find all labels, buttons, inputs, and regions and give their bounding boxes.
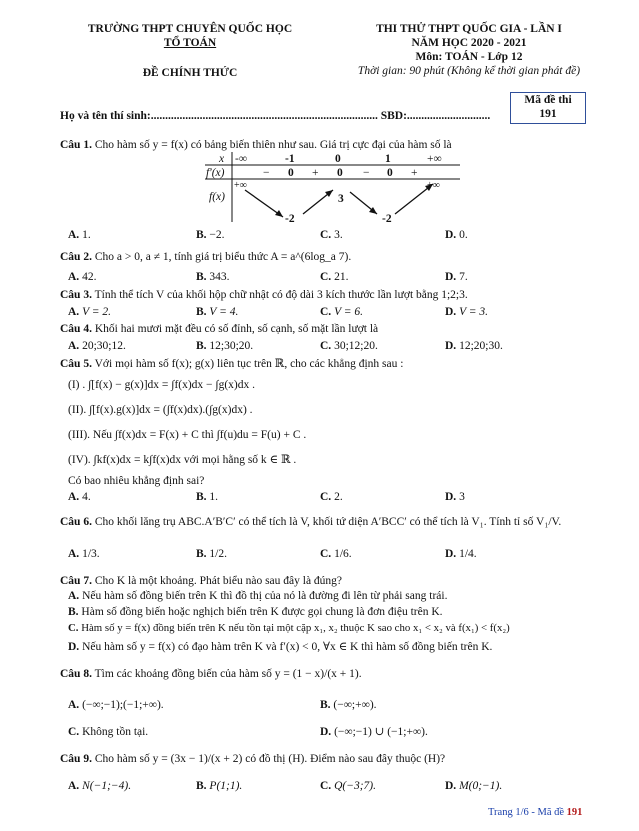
q4-option-d[interactable]: D. 12;20;30. <box>445 340 503 352</box>
question-ask: Có bao nhiêu khẳng định sai? <box>68 475 205 487</box>
x-value: -∞ <box>235 153 248 165</box>
question-9 <box>60 752 445 766</box>
variation-table <box>205 152 460 224</box>
q9-option-c[interactable]: C. Q(−3;7). <box>320 780 376 792</box>
department: TỔ TOÁN <box>163 37 217 49</box>
question-7 <box>60 574 342 588</box>
x-value: -1 <box>285 153 295 165</box>
subject: Môn: TOÁN - Lớp 12 <box>415 51 523 63</box>
q5-option-d[interactable]: D. 3 <box>445 491 465 503</box>
q2-option-b[interactable]: B. 343. <box>196 271 230 283</box>
question-text: Cho khối lăng trụ ABC.A′B′C′ có thể tích là V, khối tứ diện A′BCC′ có thể tích là V₁. Tính tỉ số V₁/V. <box>94 516 562 528</box>
question-3 <box>60 288 468 302</box>
question-text: Cho a > 0, a ≠ 1, tính giá trị biểu thức A = a^(6log_a 7). <box>94 251 352 263</box>
x-value: 0 <box>335 153 341 165</box>
q5-option-c[interactable]: C. 2. <box>320 491 343 503</box>
question-label: Câu 7. <box>60 575 92 587</box>
q8-option-b[interactable]: B. (−∞;+∞). <box>320 699 377 711</box>
question-5 <box>60 357 403 371</box>
derivative-sign: 0 <box>288 167 294 179</box>
exam-time: Thời gian: 90 phút (Không kể thời gian phát đề) <box>357 65 581 77</box>
exam-code-box <box>510 92 586 124</box>
question-label: Câu 3. <box>60 289 92 301</box>
statement-1: (I) . ∫[f(x) − g(x)]dx = ∫f(x)dx − ∫g(x)dx . <box>68 379 255 391</box>
question-4 <box>60 322 378 336</box>
function-label: f(x) <box>209 191 225 203</box>
exam-title: THI THỬ THPT QUỐC GIA - LẦN I <box>376 23 562 35</box>
question-label: Câu 5. <box>60 358 92 370</box>
question-text: Với mọi hàm số f(x); g(x) liên tục trên ℝ, cho các khẳng định sau : <box>94 358 404 370</box>
derivative-label: f′(x) <box>206 167 225 179</box>
q7-option-b[interactable]: B. Hàm số đồng biến hoặc nghịch biến trên K được gọi chung là đơn điệu trên K. <box>68 606 443 618</box>
q8-option-a[interactable]: A. (−∞;−1);(−1;+∞). <box>68 699 164 711</box>
question-text: Cho hàm số y = (3x − 1)/(x + 2) có đồ thị (H). Điểm nào sau đây thuộc (H)? <box>94 753 446 765</box>
function-value: +∞ <box>234 180 247 191</box>
q2-option-d[interactable]: D. 7. <box>445 271 468 283</box>
question-8 <box>60 667 362 681</box>
statement-2: (II). ∫[f(x).g(x)]dx = (∫f(x)dx).(∫g(x)dx) . <box>68 404 253 416</box>
statement-4: (IV). ∫kf(x)dx = k∫f(x)dx với mọi hằng số k ∈ ℝ . <box>68 454 297 466</box>
page-footer <box>488 806 582 819</box>
question-2 <box>60 250 351 264</box>
exam-code-label: Mã đề thi <box>524 94 572 106</box>
function-value: -2 <box>382 213 392 225</box>
footer-code: 191 <box>566 807 583 818</box>
student-info-line: Họ và tên thí sinh:............................................................................... SBD:............................. <box>60 110 491 122</box>
function-value: 3 <box>338 193 344 205</box>
q6-option-c[interactable]: C. 1/6. <box>320 548 352 560</box>
q6-option-a[interactable]: A. 1/3. <box>68 548 100 560</box>
question-label: Câu 9. <box>60 753 92 765</box>
question-text: Tìm các khoảng đồng biến của hàm số y = (1 − x)/(x + 1). <box>94 668 362 680</box>
q4-option-a[interactable]: A. 20;30;12. <box>68 340 126 352</box>
q7-option-a[interactable]: A. Nếu hàm số đồng biến trên K thì đồ thị của nó là đường đi lên từ phải sang trái. <box>68 590 448 602</box>
q9-option-d[interactable]: D. M(0;−1). <box>445 780 503 792</box>
exam-code: 191 <box>539 108 557 120</box>
function-value: +∞ <box>427 180 440 191</box>
function-value: -2 <box>285 213 295 225</box>
question-text: Tính thể tích V của khối hộp chữ nhật có độ dài 3 kích thước lần lượt bằng 1;2;3. <box>94 289 468 301</box>
question-text: Cho hàm số y = f(x) có bảng biến thiên như sau. Giá trị cực đại của hàm số là <box>94 139 452 151</box>
question-label: Câu 1. <box>60 139 92 151</box>
q4-option-b[interactable]: B. 12;30;20. <box>196 340 254 352</box>
q4-option-c[interactable]: C. 30;12;20. <box>320 340 378 352</box>
q3-option-c[interactable]: C. V = 6. <box>320 306 364 318</box>
q7-option-c[interactable]: C. Hàm số y = f(x) đồng biến trên K nếu tồn tại một cặp x₁, x₂ thuộc K sao cho x₁ < x₂ và f(x₁) < f(x₂) <box>68 622 510 634</box>
official-label: ĐỀ CHÍNH THỨC <box>142 67 238 79</box>
derivative-sign: 0 <box>387 167 393 179</box>
q1-option-a[interactable]: A. 1. <box>68 229 91 241</box>
statement-3: (III). Nếu ∫f(x)dx = F(x) + C thì ∫f(u)du = F(u) + C . <box>68 429 307 441</box>
q6-option-b[interactable]: B. 1/2. <box>196 548 227 560</box>
q1-option-b[interactable]: B. −2. <box>196 229 225 241</box>
q5-option-b[interactable]: B. 1. <box>196 491 219 503</box>
q3-option-a[interactable]: A. V = 2. <box>68 306 112 318</box>
question-label: Câu 6. <box>60 516 92 528</box>
derivative-sign: − <box>363 167 370 179</box>
q9-option-a[interactable]: A. N(−1;−4). <box>68 780 132 792</box>
question-text: Khối hai mươi mặt đều có số đỉnh, số cạnh, số mặt lần lượt là <box>94 323 379 335</box>
q1-option-c[interactable]: C. 3. <box>320 229 343 241</box>
q2-option-a[interactable]: A. 42. <box>68 271 97 283</box>
q9-option-b[interactable]: B. P(1;1). <box>196 780 243 792</box>
q8-option-d[interactable]: D. (−∞;−1) ∪ (−1;+∞). <box>320 726 428 738</box>
question-1 <box>60 138 452 152</box>
q3-option-b[interactable]: B. V = 4. <box>196 306 239 318</box>
x-label: x <box>219 153 225 165</box>
school-year: NĂM HỌC 2020 - 2021 <box>411 37 527 49</box>
q5-option-a[interactable]: A. 4. <box>68 491 91 503</box>
q2-option-c[interactable]: C. 21. <box>320 271 349 283</box>
derivative-sign: − <box>263 167 270 179</box>
question-6 <box>60 515 561 529</box>
derivative-sign: 0 <box>337 167 343 179</box>
page-number: Trang 1/6 - Mã đề <box>488 807 567 818</box>
derivative-sign: + <box>312 167 319 179</box>
q3-option-d[interactable]: D. V = 3. <box>445 306 489 318</box>
q1-option-d[interactable]: D. 0. <box>445 229 468 241</box>
x-value: 1 <box>385 153 391 165</box>
derivative-sign: + <box>411 167 418 179</box>
question-label: Câu 8. <box>60 668 92 680</box>
school-name: TRƯỜNG THPT CHUYÊN QUỐC HỌC <box>87 23 293 35</box>
question-text: Cho K là một khoảng. Phát biểu nào sau đây là đúng? <box>94 575 343 587</box>
question-label: Câu 4. <box>60 323 92 335</box>
q7-option-d[interactable]: D. Nếu hàm số y = f(x) có đạo hàm trên K và f′(x) < 0, ∀x ∈ K thì hàm số đồng biến trên K. <box>68 641 493 653</box>
q8-option-c[interactable]: C. Không tồn tại. <box>68 726 149 738</box>
question-label: Câu 2. <box>60 251 92 263</box>
x-value: +∞ <box>427 153 442 165</box>
q6-option-d[interactable]: D. 1/4. <box>445 548 477 560</box>
